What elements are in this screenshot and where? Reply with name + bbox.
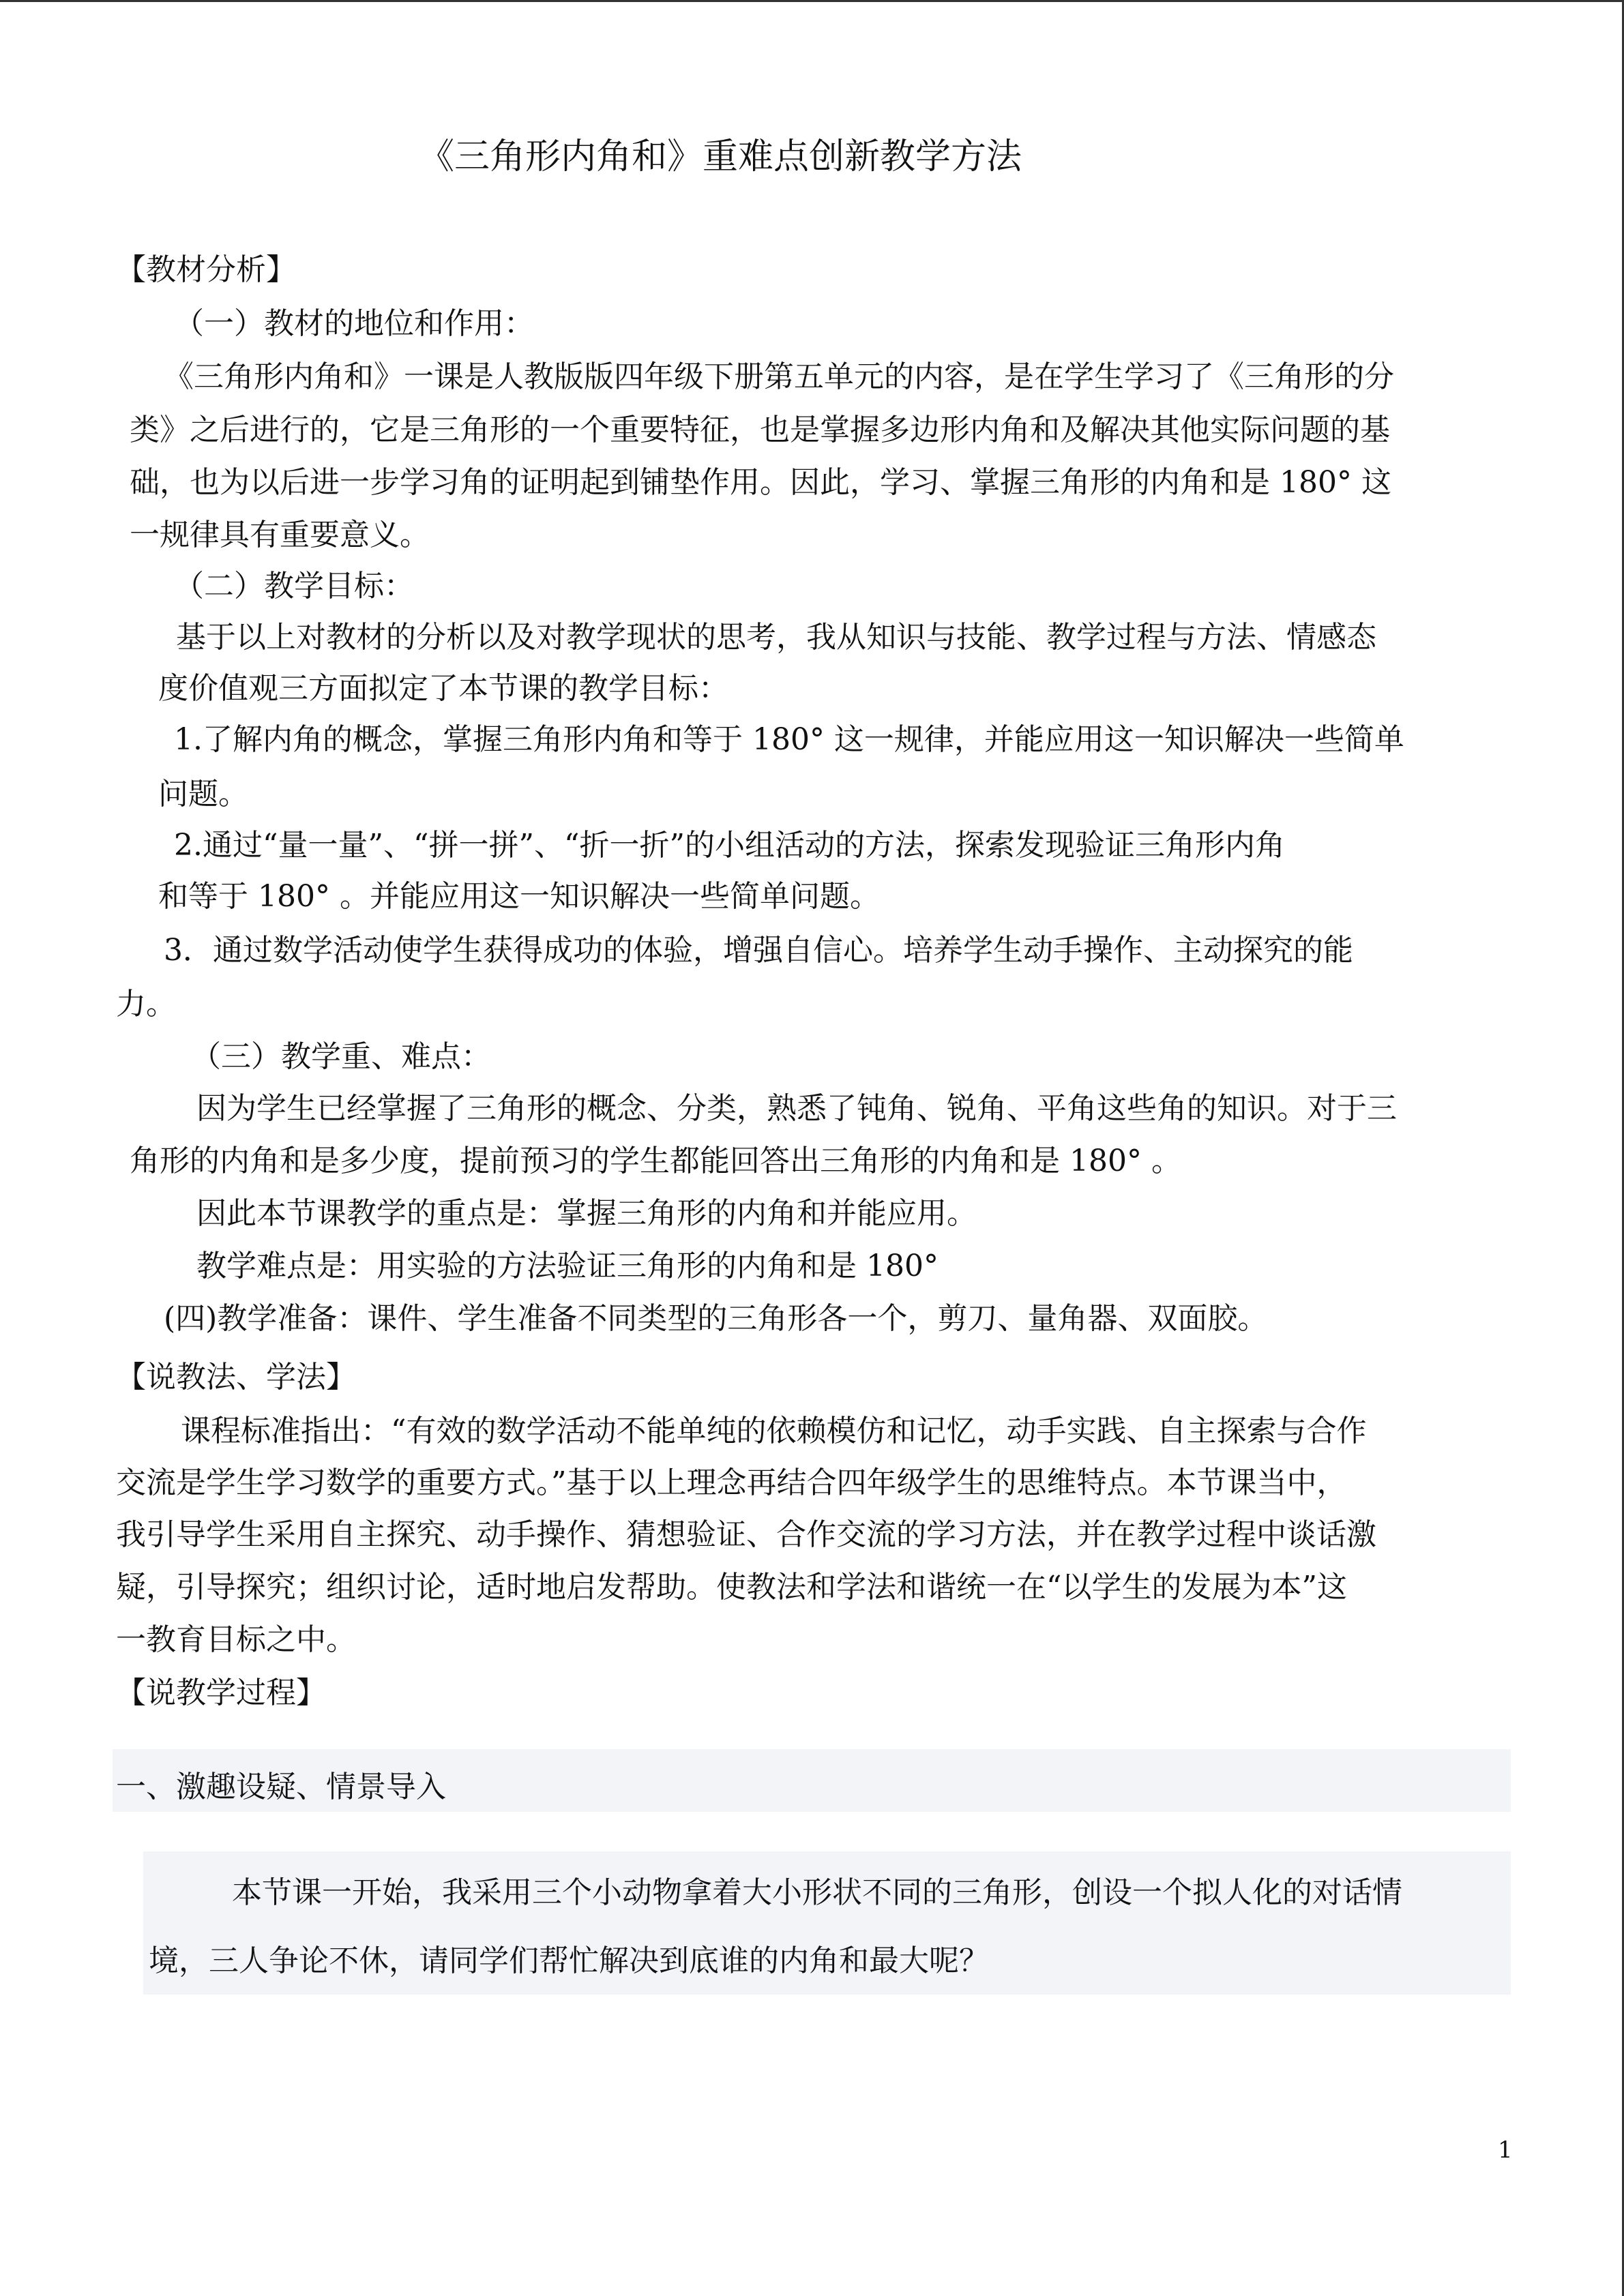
subheading-position-role: （一）教材的地位和作用： — [174, 306, 534, 341]
subheading-teaching-goals: （二）教学目标： — [174, 569, 414, 603]
subheading-key-difficult: （三）教学重、难点： — [191, 1039, 491, 1074]
paragraph-line: 《三角形内角和》一课是人教版版四年级下册第五单元的内容，是在学生学习了《三角形的分 — [164, 359, 1394, 394]
paragraph-line: 类》之后进行的，它是三角形的一个重要特征，也是掌握多边形内角和及解决其他实际问题的基 — [130, 413, 1390, 447]
paragraph-line: 础，也为以后进一步学习角的证明起到铺垫作用。因此，学习、掌握三角形的内角和是 180° 这 — [130, 465, 1391, 500]
page-border-top — [0, 0, 1624, 2]
section-heading-process: 【说教学过程】 — [116, 1675, 326, 1710]
goal-item-1: 1.了解内角的概念，掌握三角形内角和等于 180° 这一规律，并能应用这一知识解决一些简单 — [174, 722, 1404, 757]
section-heading-methods: 【说教法、学法】 — [116, 1360, 356, 1395]
paragraph-line: 课程标准指出：“有效的数学活动不能单纯的依赖模仿和记忆，动手实践、自主探索与合作 — [181, 1414, 1367, 1448]
step-1-heading: 一、激趣设疑、情景导入 — [116, 1770, 446, 1804]
key-point-line: 因此本节课教学的重点是：掌握三角形的内角和并能应用。 — [196, 1196, 977, 1231]
goal-item-1-cont: 问题。 — [158, 777, 248, 811]
paragraph-line: 疑，引导探究；组织讨论，适时地启发帮助。使教法和学法和谐统一在“以学生的发展为本”这 — [116, 1570, 1347, 1605]
goal-item-2: 2.通过“量一量”、“拼一拼”、“折一折”的小组活动的方法，探索发现验证三角形内角 — [174, 828, 1285, 863]
difficulty-line: 教学难点是：用实验的方法验证三角形的内角和是 180° — [196, 1249, 939, 1283]
paragraph-line: 基于以上对教材的分析以及对教学现状的思考，我从知识与技能、教学过程与方法、情感态 — [176, 620, 1376, 655]
teaching-preparation: (四)教学准备：课件、学生准备不同类型的三角形各一个，剪刀、量角器、双面胶。 — [164, 1301, 1268, 1336]
goal-item-3-cont: 力。 — [116, 987, 176, 1022]
paragraph-line: 交流是学生学习数学的重要方式。”基于以上理念再结合四年级学生的思维特点。本节课当中， — [116, 1465, 1347, 1500]
paragraph-line: 我引导学生采用自主探究、动手操作、猜想验证、合作交流的学习方法，并在教学过程中谈话激 — [116, 1517, 1376, 1552]
paragraph-line: 一教育目标之中。 — [116, 1622, 356, 1657]
paragraph-line: 本节课一开始，我采用三个小动物拿着大小形状不同的三角形，创设一个拟人化的对话情 — [232, 1875, 1402, 1910]
paragraph-line: 角形的内角和是多少度，提前预习的学生都能回答出三角形的内角和是 180° 。 — [130, 1144, 1181, 1178]
page-title: 《三角形内角和》重难点创新教学方法 — [419, 136, 1022, 177]
paragraph-line: 度价值观三方面拟定了本节课的教学目标： — [158, 671, 728, 706]
paragraph-line: 一规律具有重要意义。 — [130, 518, 430, 552]
paragraph-line: 因为学生已经掌握了三角形的概念、分类，熟悉了钝角、锐角、平角这些角的知识。对于三 — [196, 1091, 1397, 1126]
section-heading-analysis: 【教材分析】 — [116, 252, 296, 287]
paragraph-line: 境，三人争论不休，请同学们帮忙解决到底谁的内角和最大呢？ — [149, 1943, 989, 1978]
goal-item-2-cont: 和等于 180° 。并能应用这一知识解决一些简单问题。 — [158, 879, 880, 914]
page-number: 1 — [1498, 2136, 1513, 2164]
goal-item-3: 3．通过数学活动使学生获得成功的体验，增强自信心。培养学生动手操作、主动探究的能 — [164, 933, 1353, 968]
